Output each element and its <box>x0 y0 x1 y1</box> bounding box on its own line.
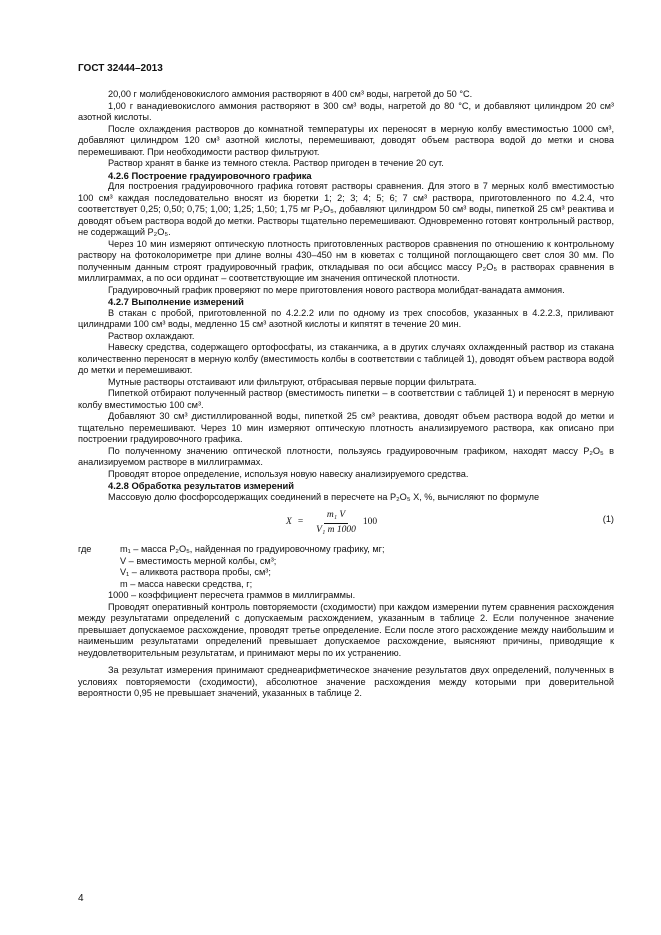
document-header: ГОСТ 32444–2013 <box>78 63 163 74</box>
formula-fraction <box>313 510 359 536</box>
formula-numerator: m₁ V <box>324 510 348 524</box>
formula-equals: = <box>297 517 304 528</box>
definition-item: V₁ – аликвота раствора пробы, см³; <box>120 567 271 577</box>
paragraph: 20,00 г молибденовокислого аммония растворяют в 400 см³ воды, нагретой до 50 °С. <box>108 89 473 99</box>
paragraph: Навеску средства, содержащего ортофосфаты, из стаканчика, а в других случаях охлажденный раствор из стакана количественно переносят в мерную колбу (вместимость колбы в соответствии с таблицей 1), доводят объем раствора водой до метки и перемешивают. <box>78 342 614 375</box>
paragraph: 1000 – коэффициент пересчета граммов в миллиграммы. <box>108 590 356 600</box>
paragraph: Градуировочный график проверяют по мере приготовления нового раствора молибдат-ванадата аммония. <box>108 284 565 295</box>
paragraph: После охлаждения растворов до комнатной температуры их переносят в мерную колбу вместимостью 1000 см³, добавляют цилиндром 120 см³ азотной кислоты, перемешивают, доводят объем раствора водой до метки и снова перемешивают. При необходимости раствор фильтруют. <box>78 123 614 157</box>
paragraph: Через 10 мин измеряют оптическую плотность приготовленных растворов сравнения по отношению к контрольному раствору на фотоколориметре при длине волны 430–450 нм в кюветах с толщиной поглощающего свет слоя 30 мм. По полученным данным строят градуировочный график, откладывая по оси абсцисс массу P₂O₅ в растворах сравнения в миллиграммах, а по оси ординат – соответствующие им значения оптической плотности. <box>78 238 614 283</box>
formula-factor: 100 <box>362 517 378 528</box>
formula-block <box>78 506 614 542</box>
definition-item: m – масса навески средства, г; <box>120 578 253 589</box>
where-label: где <box>78 544 92 554</box>
paragraph: Добавляют 30 см³ дистиллированной воды, пипеткой 25 см³ реактива, доводят объем раствора водой до метки и тщательно перемешивают. Через 10 мин измеряют оптическую плотность анализируемого раствора, как описано при построении градуировочного графика. <box>78 411 614 444</box>
paragraph: По полученному значению оптической плотности, пользуясь градуировочным графиком, находят массу P₂O₅ в анализируемом растворе в миллиграммах. <box>78 445 614 467</box>
paragraph: Раствор хранят в банке из темного стекла. Раствор пригоден в течение 20 сут. <box>108 158 444 168</box>
formula-denominator: V₁ m 1000 <box>316 524 356 535</box>
formula-lhs: X <box>286 517 292 528</box>
formula-number: (1) <box>602 514 614 524</box>
paragraph: За результат измерения принимают среднеарифметическое значение результатов двух определений, полученных в условиях повторяемости (сходимости), абсолютное значение расхождения между которыми при доверительной вероятности 0,95 не превышает значений, указанных в таблице 2. <box>78 665 614 698</box>
paragraph: Пипеткой отбирают полученный раствор (вместимость пипетки – в соответствии с таблицей 1) и переносят в мерную колбу вместимостью 100 см³. <box>78 388 614 410</box>
definition-item: m₁ – масса P₂O₅, найденная по градуировочному графику, мг; <box>120 544 385 554</box>
paragraph: 1,00 г ванадиевокислого аммония растворяют в 300 см³ воды, нагретой до 80 °С, и добавляют цилиндром 20 см³ азотной кислоты. <box>78 100 614 122</box>
paragraph: Мутные растворы отстаивают или фильтруют, отбрасывая первые порции фильтрата. <box>108 376 477 387</box>
formula <box>286 510 377 536</box>
section-heading-4-2-6: 4.2.6 Построение градуировочного графика <box>108 169 312 181</box>
paragraph: Проводят второе определение, используя новую навеску анализируемого средства. <box>108 468 469 479</box>
variable-definitions <box>78 544 614 590</box>
paragraph: Раствор охлаждают. <box>108 330 195 341</box>
paragraph: В стакан с пробой, приготовленной по 4.2.2.2 или по одному из трех способов, указанных в 4.2.2.3, приливают цилиндрами 100 см³ воды, медленно 15 см³ азотной кислоты и кипятят в течение 20 мин. <box>78 307 614 329</box>
section-heading-4-2-8: 4.2.8 Обработка результатов измерений <box>108 480 295 491</box>
paragraph: Массовую долю фосфорсодержащих соединений в пересчете на P₂O₅ X, %, вычисляют по формуле <box>108 491 540 502</box>
definition-item: V – вместимость мерной колбы, см³; <box>120 555 277 566</box>
paragraph: Для построения градуировочного графика готовят растворы сравнения. Для этого в 7 мерных колб вместимостью 100 см³ каждая последовательно вносят из бюретки 1; 2; 3; 4; 5; 6; 7 см³ раствора, приготовленного по 4.2.4, что соответствует 0,25; 0,50; 0,75; 1,00; 1,25; 1,50; 1,75 мг P₂O₅, добавляют цилиндром 50 см³ воды, пипеткой 25 см³ реактива и доводят объем раствора водой до метки. Растворы тщательно перемешивают. Одновременно готовят контрольный раствор, не содержащий P₂O₅. <box>78 181 614 237</box>
page-content <box>78 89 614 700</box>
section-heading-4-2-7: 4.2.7 Выполнение измерений <box>108 296 244 307</box>
page-number: 4 <box>78 893 84 904</box>
paragraph: Проводят оперативный контроль повторяемости (сходимости) при каждом измерении путем сравнения расхождения между результатами определений с допускаемым расхождением, указанным в таблице 2. Если полученное значение превышает допускаемое расхождение, проводят третье определение. Если после этого расхождение между наибольшим и наименьшим результатами определений превышает допускаемое расхождение, выясняют причины, приводящие к неудовлетворительным результатам, и принимают меры по их устранению. <box>78 601 614 658</box>
